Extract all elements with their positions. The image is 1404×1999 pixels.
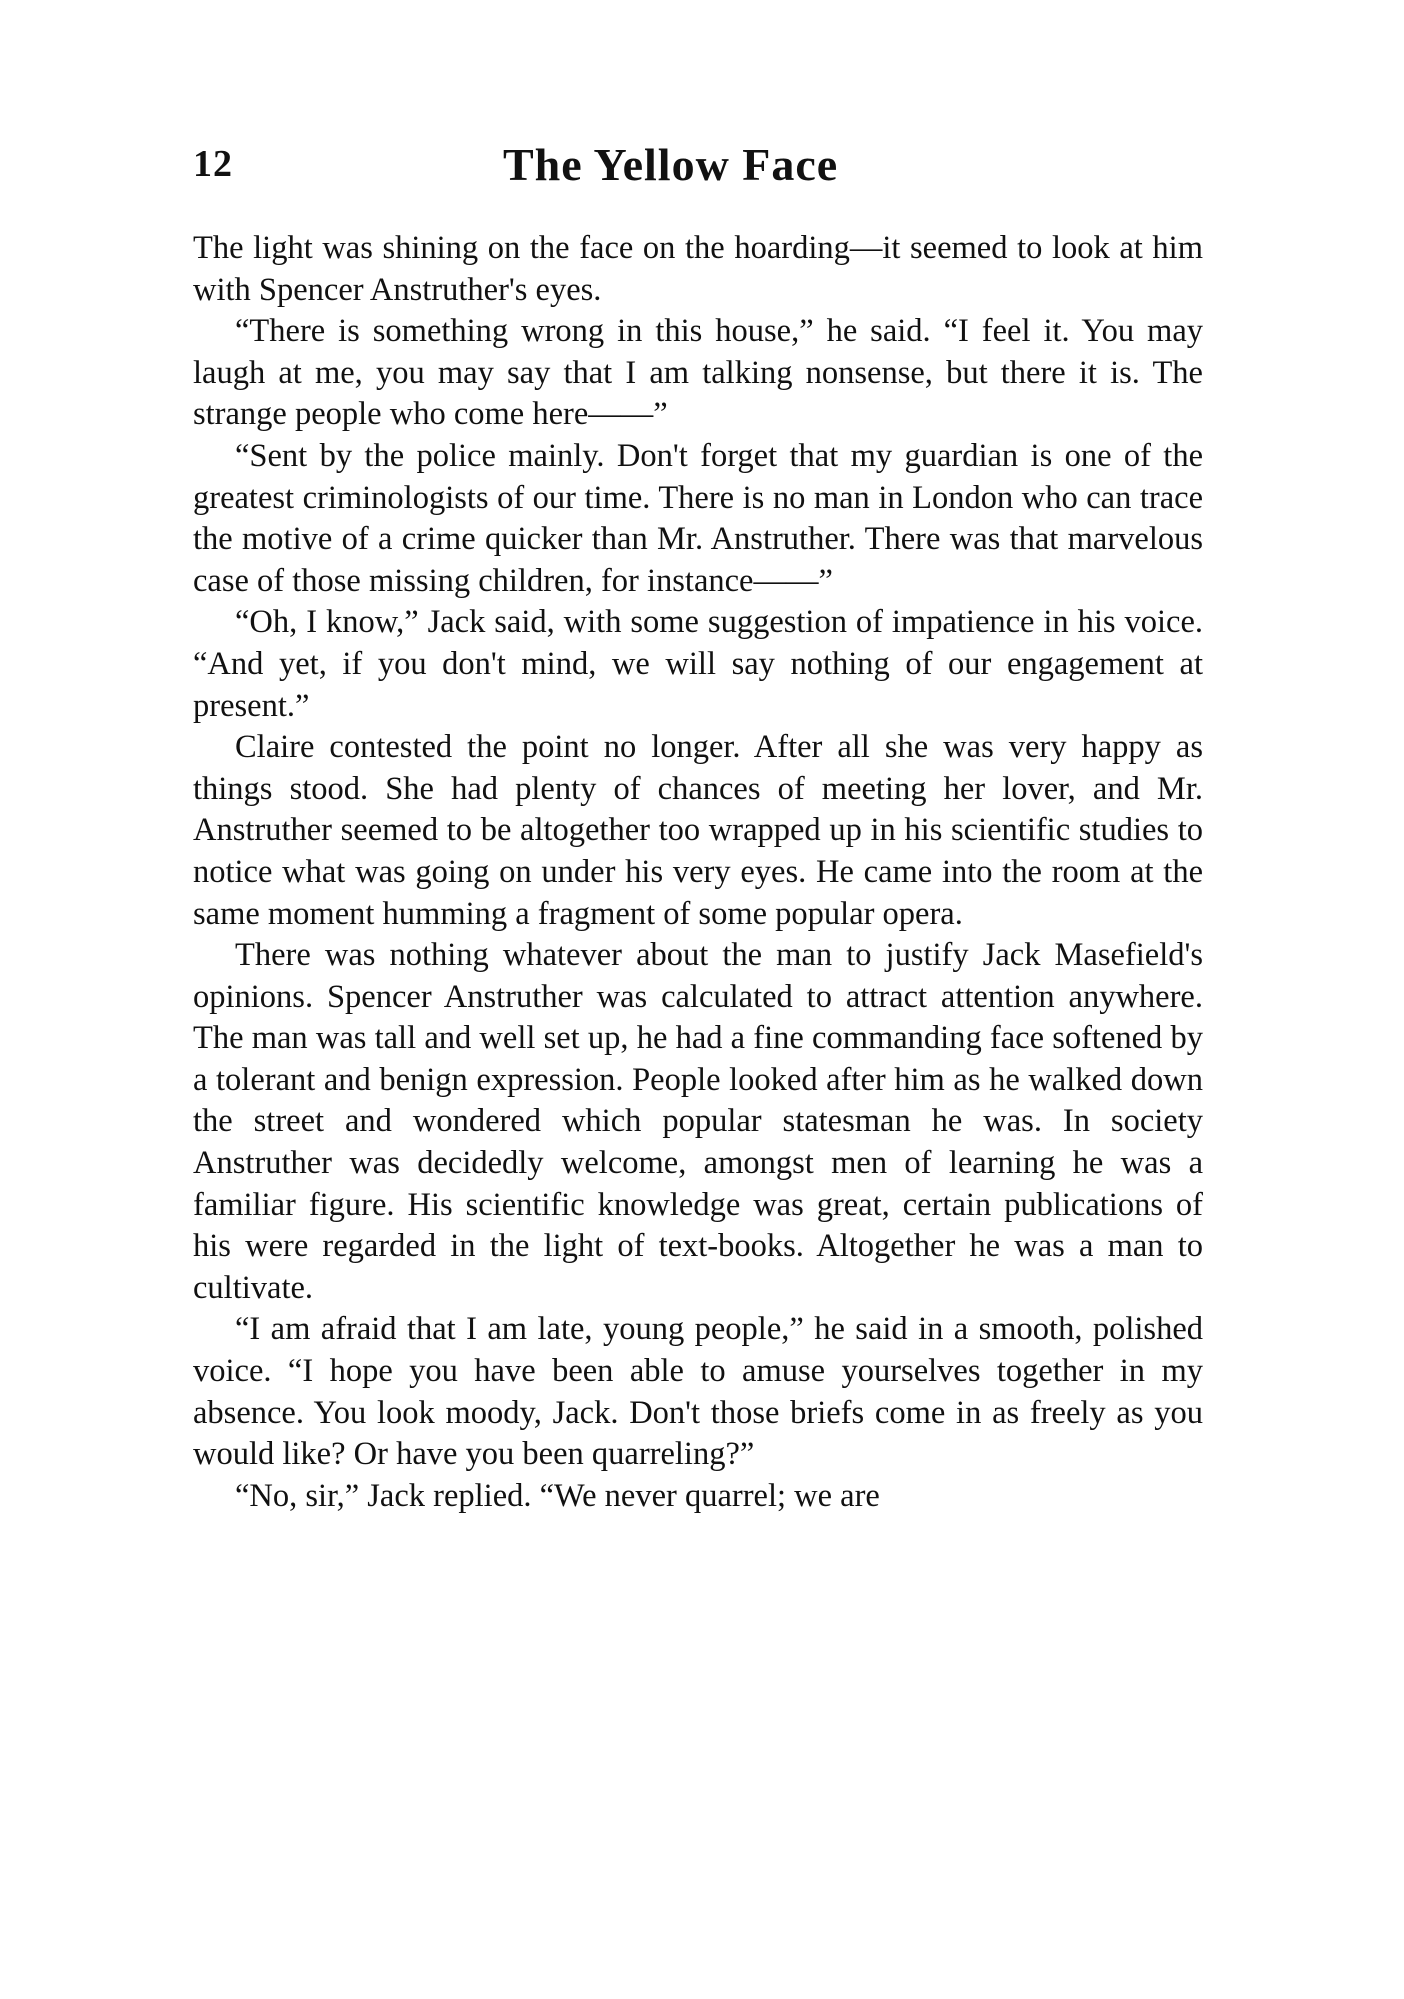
running-title: The Yellow Face <box>503 139 839 190</box>
page-number: 12 <box>193 143 233 185</box>
paragraph: “Sent by the police mainly. Don't forget that my guardian is one of the greatest criminologists of our time. There is no man in London who can trace the motive of a crime quicker than Mr. Anstruther. There was that marvelous case of those missing children, for instance——” <box>193 437 1203 599</box>
paragraph: There was nothing whatever about the man to justify Jack Masefield's opinions. Spencer Anstruther was calculated to attract attention anywhere. The man was tall and well set up, he had a fine commanding face softened by a tolerant and benign expression. People looked after him as he walked down the street and wondered which popular statesman he was. In society Anstruther was decidedly welcome, amongst men of learning he was a familiar figure. His scientific knowledge was great, certain publications of his were regarded in the light of text-books. Altogether he was a man to cultivate. <box>193 937 1203 1306</box>
paragraph: “Oh, I know,” Jack said, with some suggestion of impatience in his voice. “And yet, if you don't mind, we will say nothing of our engagement at present.” <box>193 604 1203 724</box>
body-text <box>193 228 1203 1517</box>
running-head <box>193 138 1203 198</box>
paragraph: “No, sir,” Jack replied. “We never quarrel; we are <box>235 1477 880 1514</box>
paragraph: The light was shining on the face on the hoarding—it seemed to look at him with Spencer Anstruther's eyes. <box>193 230 1203 308</box>
paragraph: “I am afraid that I am late, young people,” he said in a smooth, polished voice. “I hope you have been able to amuse yourselves together in my absence. You look moody, Jack. Don't those briefs come in as freely as you would like? Or have you been quarreling?” <box>193 1311 1203 1473</box>
paragraph: Claire contested the point no longer. After all she was very happy as things stood. She had plenty of chances of meeting her lover, and Mr. Anstruther seemed to be altogether too wrapped up in his scientific studies to notice what was going on under his very eyes. He came into the room at the same moment humming a fragment of some popular opera. <box>193 729 1203 932</box>
paragraph: “There is something wrong in this house,” he said. “I feel it. You may laugh at me, you may say that I am talking nonsense, but there it is. The strange people who come here——” <box>193 313 1203 433</box>
